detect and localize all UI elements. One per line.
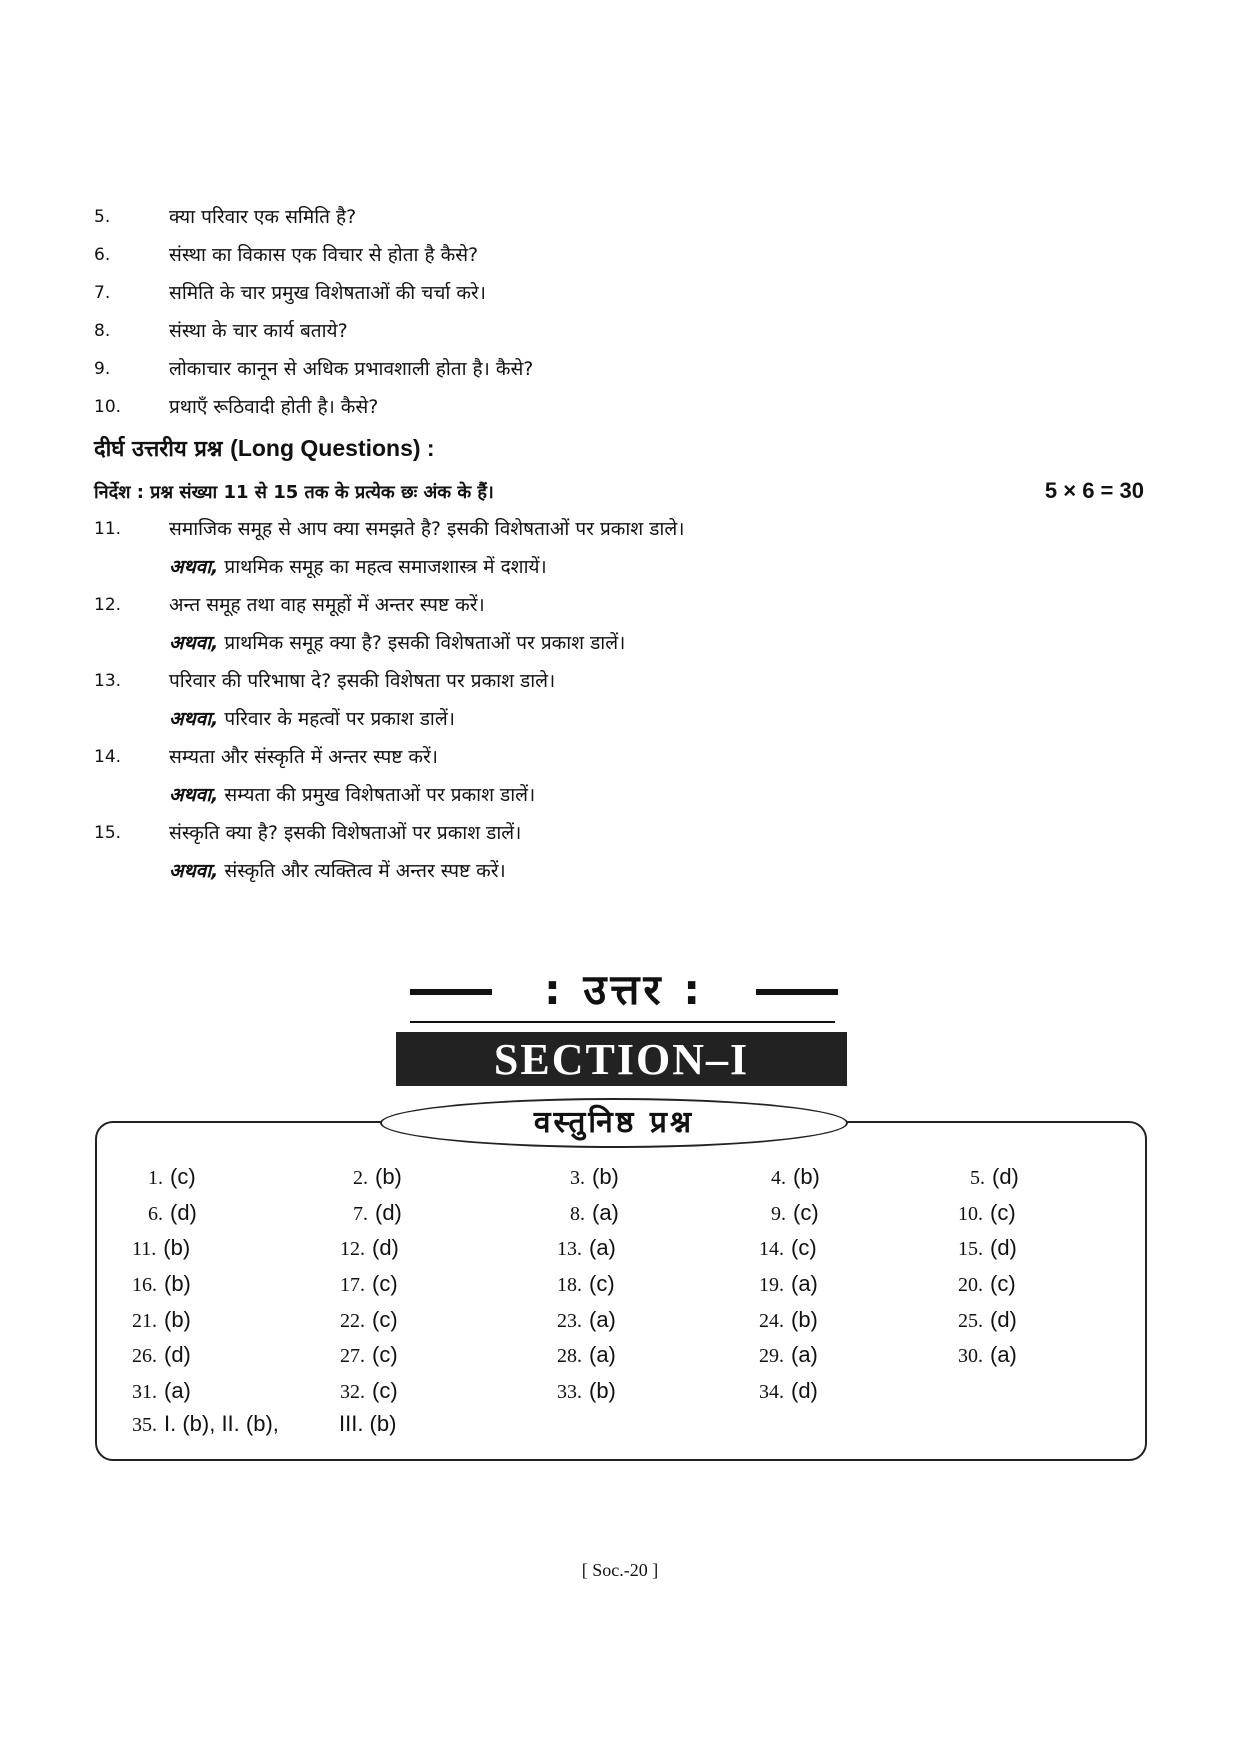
question-text: लोकाचार कानून से अधिक प्रभावशाली होता है। कैसे? [169,358,534,380]
question-number: 11. [94,519,122,539]
answer-number: 28. [557,1345,582,1367]
answer-item [148,1200,197,1227]
answer-value: (b) [592,1164,619,1189]
answer-value: (d) [992,1164,1019,1189]
question-text: सम्यता और संस्कृति में अन्तर स्पष्ट करें। [169,746,438,768]
question-number: 14. [94,747,122,767]
answer-item [340,1342,398,1369]
answer-item [759,1271,818,1298]
answer-item [132,1342,191,1369]
answer-item [132,1271,191,1298]
answer-number: 22. [340,1310,365,1332]
answer-value: (d) [990,1235,1017,1260]
answer-value: (a) [791,1342,818,1367]
question-text: अन्त समूह तथा वाह समूहों में अन्तर स्पष्ट करें। [169,594,485,616]
answer-item [340,1271,398,1298]
alternative-label: अथवा, [169,784,219,806]
answer-value: (c) [990,1200,1016,1225]
answer-value: (c) [589,1271,615,1296]
answer-number: 12. [340,1238,365,1260]
answer-number: 11. [132,1238,157,1260]
answer-number: 24. [759,1310,784,1332]
question-number: 12. [94,595,122,615]
answer-item [958,1271,1016,1298]
objective-title: वस्तुनिष्ठ प्रश्न [380,1098,848,1148]
answer-value: (c) [990,1271,1016,1296]
answer-number: 23. [557,1310,582,1332]
title-underline [410,1021,835,1023]
alternative-text: संस्कृति और त्यक्तित्व में अन्तर स्पष्ट करें। [224,860,506,882]
answer-title-text: : उत्तर : [543,965,705,1014]
answer-number: 26. [132,1345,157,1367]
question-number: 8. [94,321,111,341]
answer-item [132,1307,191,1334]
answer-item [340,1235,399,1262]
answer-value: (a) [791,1271,818,1296]
answer-number: 25. [958,1310,983,1332]
answer-number: 32. [340,1381,365,1403]
answer-item [557,1307,616,1334]
answer-item [970,1164,1019,1191]
answer-number: 4. [771,1167,786,1189]
answer-value-part3: III. (b) [339,1411,397,1436]
alternative-text: सम्यता की प्रमुख विशेषताओं पर प्रकाश डालें। [224,784,536,806]
question-text: क्या परिवार एक समिति है? [169,206,357,228]
answer-number: 3. [570,1167,585,1189]
answer-item [557,1271,615,1298]
alternative-label: अथवा, [169,632,219,654]
answer-item [340,1307,398,1334]
instruction-text: निर्देश : प्रश्न संख्या 11 से 15 तक के प्रत्येक छः अंक के हैं। [94,482,494,503]
question-number: 7. [94,283,111,303]
alternative-label: अथवा, [169,556,219,578]
question-number: 10. [94,397,122,417]
question-text: समिति के चार प्रमुख विशेषताओं की चर्चा करे। [169,282,486,304]
answer-number: 16. [132,1274,157,1296]
answer-item [771,1164,820,1191]
answer-value: (d) [375,1200,402,1225]
answer-number: 13. [557,1238,582,1260]
answer-item [759,1378,818,1405]
question-text: प्रथाएँ रूठिवादी होती है। कैसे? [169,396,379,418]
answer-value: (c) [793,1200,819,1225]
alternative-question [169,783,535,807]
answer-number: 30. [958,1345,983,1367]
long-questions-heading [94,433,435,463]
answer-value: (a) [592,1200,619,1225]
answer-item [557,1378,616,1405]
answer-number: 10. [958,1203,983,1225]
answer-value: (c) [372,1378,398,1403]
answer-item [148,1164,196,1191]
answer-value: (c) [372,1342,398,1367]
answer-number: 17. [340,1274,365,1296]
answer-value: I. (b), II. (b), [164,1411,279,1436]
answer-item [557,1342,616,1369]
answer-value: (c) [791,1235,817,1260]
answer-value: (d) [791,1378,818,1403]
answer-value: (a) [990,1342,1017,1367]
alternative-question [169,859,506,883]
answer-item [132,1235,190,1262]
answer-value: (b) [164,1307,191,1332]
answer-item [570,1200,619,1227]
question-number: 5. [94,207,111,227]
heading-hindi: दीर्घ उत्तरीय प्रश्न [94,437,223,462]
answer-number: 1. [148,1167,163,1189]
answer-value: (d) [372,1235,399,1260]
answer-value: (b) [375,1164,402,1189]
answer-number: 21. [132,1310,157,1332]
answer-number: 33. [557,1381,582,1403]
answer-item [958,1307,1017,1334]
answer-value: (b) [163,1235,191,1260]
alternative-label: अथवा, [169,708,219,730]
alternative-text: प्राथमिक समूह क्या है? इसकी विशेषताओं पर प्रकाश डालें। [224,632,626,654]
answer-number: 2. [353,1167,368,1189]
answer-value: (a) [589,1342,616,1367]
alternative-text: परिवार के महत्वों पर प्रकाश डालें। [224,708,455,730]
answer-item [958,1235,1017,1262]
section-title: SECTION–I [396,1032,847,1086]
answer-number: 19. [759,1274,784,1296]
alternative-label: अथवा, [169,860,219,882]
heading-english: (Long Questions) : [230,435,435,461]
alternative-text: प्राथमिक समूह का महत्व समाजशास्त्र में दशायें। [224,556,547,578]
answer-item [570,1164,619,1191]
answer-number: 35. [132,1414,157,1436]
answer-number: 20. [958,1274,983,1296]
answer-item [132,1378,191,1405]
answer-value: (a) [164,1378,191,1403]
answer-number: 9. [771,1203,786,1225]
answer-item [353,1164,402,1191]
answer-value: (c) [372,1271,398,1296]
answer-number: 31. [132,1381,157,1403]
answer-item [759,1342,818,1369]
alternative-question [169,555,547,579]
answer-value: (b) [164,1271,191,1296]
page-footer: [ Soc.-20 ] [581,1560,659,1580]
answer-number: 6. [148,1203,163,1225]
question-number: 15. [94,823,122,843]
answer-item [557,1235,616,1262]
answer-value: (b) [793,1164,820,1189]
answer-number: 14. [759,1238,784,1260]
answer-number: 15. [958,1238,983,1260]
answer-number: 18. [557,1274,582,1296]
question-number: 13. [94,671,122,691]
answer-item [958,1342,1017,1369]
answer-value: (c) [170,1164,196,1189]
answer-value: (d) [170,1200,197,1225]
answer-value: (d) [990,1307,1017,1332]
question-text: संस्था का विकास एक विचार से होता है कैसे? [169,244,479,266]
question-text: संस्कृति क्या है? इसकी विशेषताओं पर प्रकाश डालें। [169,822,522,844]
answer-value: (b) [791,1307,818,1332]
answer-value: (c) [372,1307,398,1332]
answer-number: 34. [759,1381,784,1403]
answer-value: (d) [164,1342,191,1367]
answer-number: 29. [759,1345,784,1367]
answer-number: 27. [340,1345,365,1367]
alternative-question [169,707,455,731]
answer-number: 5. [970,1167,985,1189]
question-text: समाजिक समूह से आप क्या समझते है? इसकी विशेषताओं पर प्रकाश डाले। [169,518,685,540]
answer-item [353,1200,402,1227]
question-text: परिवार की परिभाषा दे? इसकी विशेषता पर प्रकाश डाले। [169,670,556,692]
answer-number: 7. [353,1203,368,1225]
answer-item [771,1200,819,1227]
answer-title [410,965,838,1015]
answer-value: (a) [589,1235,616,1260]
answer-number: 8. [570,1203,585,1225]
answer-item-35 [132,1411,397,1438]
question-number: 9. [94,359,111,379]
answer-item [759,1307,818,1334]
question-number: 6. [94,245,111,265]
alternative-question [169,631,625,655]
answer-item [759,1235,817,1262]
question-text: संस्था के चार कार्य बताये? [169,320,348,342]
answer-item [958,1200,1016,1227]
answer-value: (b) [589,1378,616,1403]
answer-value: (a) [589,1307,616,1332]
marks-text: 5 × 6 = 30 [1044,478,1144,503]
answer-item [340,1378,398,1405]
